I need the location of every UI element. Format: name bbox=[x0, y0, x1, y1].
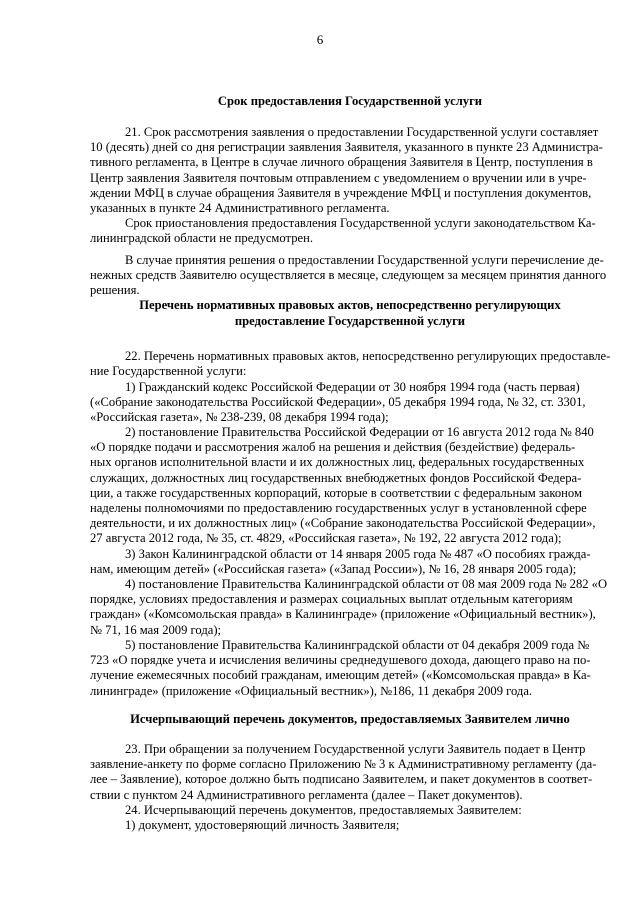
text-line: 23. При обращении за получением Государственной услуги Заявитель подает в Центр bbox=[125, 742, 586, 756]
paragraph-24 bbox=[90, 803, 610, 818]
text-line: заявление-анкету по форме согласно Приложению № 3 к Административному регламенту (да- bbox=[90, 757, 597, 772]
paragraph-24-item-1 bbox=[90, 818, 610, 833]
list-item-5 bbox=[90, 638, 610, 699]
text-line: ствии с пунктом 24 Административного регламента (далее – Пакет документов). bbox=[90, 787, 523, 802]
section-heading-documents: Исчерпывающий перечень документов, предоставляемых Заявителем лично bbox=[130, 712, 570, 726]
text-line: порядке, условиях предоставления и размерах социальных выплат отдельным категориям bbox=[90, 592, 573, 607]
text-line: Срок приостановления предоставления Государственной услуги законодательством Ка- bbox=[125, 216, 596, 230]
text-line: «Российская газета», № 238-239, 08 декабря 1994 года); bbox=[90, 410, 389, 425]
text-line: 5) постановление Правительства Калининградской области от 04 декабря 2009 года № bbox=[125, 638, 590, 652]
text-line: 2) постановление Правительства Российской Федерации от 16 августа 2012 года № 840 bbox=[125, 425, 594, 439]
paragraph-suspension bbox=[90, 216, 610, 246]
text-line: 3) Закон Калининградской области от 14 января 2005 года № 487 «О пособиях гражда- bbox=[125, 547, 591, 561]
text-line: «О порядке подачи и рассмотрения жалоб на решения и действия (бездействие) федераль- bbox=[90, 440, 576, 455]
text-line: 10 (десять) дней со дня регистрации заявления Заявителя, указанного в пункте 23 Администра- bbox=[90, 140, 603, 155]
text-line: ции, а также государственных корпораций, которые в соответствии с федеральным законом bbox=[90, 485, 582, 500]
text-line: 22. Перечень нормативных правовых актов, непосредственно регулирующих предоставле- bbox=[125, 349, 611, 363]
text-line: 723 «О порядке учета и исчисления величины среднедушевого дохода, дающего право на по- bbox=[90, 653, 591, 668]
text-line: лее – Заявление), которое должно быть подписано Заявителем, и пакет документов в соответ- bbox=[90, 772, 593, 787]
text-line: ных органов исполнительной власти и их должностных лиц, федеральных государственных bbox=[90, 455, 585, 470]
text-line: тивного регламента, в Центре в случае личного обращения Заявителя в Центр, поступления в bbox=[90, 155, 593, 170]
list-item-2 bbox=[90, 425, 610, 547]
list-item-1 bbox=[90, 380, 610, 426]
text-line: граждан» («Комсомольская правда» в Калининграде» (приложение «Официальный вестник»), bbox=[90, 607, 596, 622]
paragraph-21 bbox=[90, 125, 610, 216]
text-line: наделены полномочиями по предоставлению государственных услуг в установленной сфере bbox=[90, 501, 587, 516]
text-line: 1) Гражданский кодекс Российской Федерации от 30 ноября 1994 года (часть первая) bbox=[125, 380, 580, 394]
list-item-3 bbox=[90, 547, 610, 577]
section-heading-term: Срок предоставления Государственной услуги bbox=[217, 94, 483, 108]
text-line: 21. Срок рассмотрения заявления о предоставлении Государственной услуги составляет bbox=[125, 125, 599, 139]
page-number: 6 bbox=[316, 32, 324, 47]
section-heading-legal-acts bbox=[90, 298, 610, 330]
text-line: нежных средств Заявителю осуществляется в месяце, следующем за месяцем принятия данного bbox=[90, 268, 607, 283]
text-line: («Собрание законодательства Российской Федерации», 05 декабря 1994 года, № 32, ст. 3301, bbox=[90, 395, 586, 410]
heading-line: Перечень нормативных правовых актов, непосредственно регулирующих bbox=[139, 298, 561, 312]
text-line: лининграде» (приложение «Официальный вестник»), №186, 11 декабря 2009 года. bbox=[90, 683, 533, 698]
text-line: нам, имеющим детей» («Российская газета» («Запад России»), № 16, 28 января 2005 года); bbox=[90, 562, 577, 577]
paragraph-transfer bbox=[90, 253, 610, 299]
paragraph-22 bbox=[90, 349, 610, 379]
text-line: служащих, должностных лиц государственных внебюджетных фондов Российской Федера- bbox=[90, 470, 582, 485]
text-line: 4) постановление Правительства Калининградской области от 08 мая 2009 года № 282 «О bbox=[125, 577, 608, 591]
text-line: В случае принятия решения о предоставлении Государственной услуги перечисление де- bbox=[125, 253, 604, 267]
text-line: ние Государственной услуги: bbox=[90, 364, 247, 379]
paragraph-23 bbox=[90, 742, 610, 803]
text-line: решения. bbox=[90, 283, 140, 298]
text-line: Центр заявления Заявителя почтовым отправлением с уведомлением о вручении или в учре- bbox=[90, 170, 587, 185]
text-line: лучение ежемесячных пособий гражданам, имеющим детей» («Комсомольская правда» в Ка- bbox=[90, 668, 591, 683]
text-line: 27 августа 2012 года, № 35, ст. 4829, «Российская газета», № 192, 22 августа 2012 года); bbox=[90, 531, 562, 546]
text-line: ждении МФЦ в случае обращения Заявителя в учреждение МФЦ и поступления документов, bbox=[90, 185, 592, 200]
text-line: деятельности, и их должностных лиц» («Собрание законодательства Российской Федерации», bbox=[90, 516, 596, 531]
text-line: 24. Исчерпывающий перечень документов, предоставляемых Заявителем: bbox=[125, 803, 522, 817]
text-line: лининградской области не предусмотрен. bbox=[90, 231, 313, 246]
text-line: указанных в пункте 24 Административного регламента. bbox=[90, 201, 390, 216]
heading-line: предоставление Государственной услуги bbox=[234, 313, 466, 328]
text-line: № 71, 16 мая 2009 года); bbox=[90, 622, 222, 637]
list-item-4 bbox=[90, 577, 610, 638]
text-line: 1) документ, удостоверяющий личность Заявителя; bbox=[125, 818, 400, 832]
